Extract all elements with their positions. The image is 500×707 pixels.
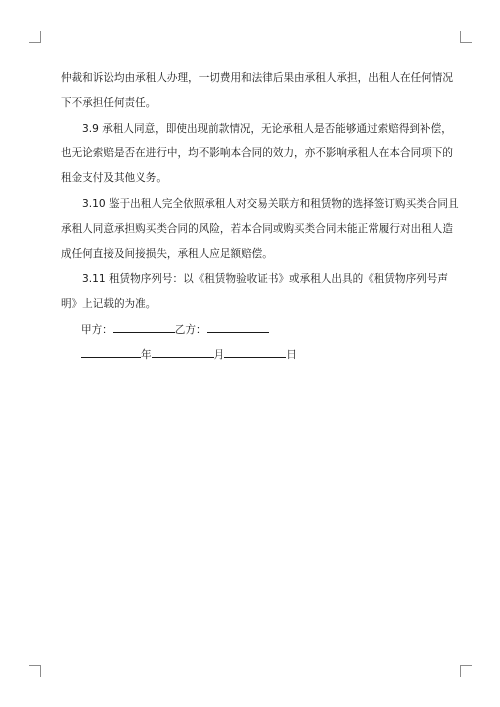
date-row xyxy=(81,344,297,365)
paragraph-line: 承租人同意承担购买类合同的风险，若本合同或购买类合同未能正常履行对出租人造 xyxy=(61,222,453,235)
party-a-label: 甲方： xyxy=(81,324,113,336)
paragraph-clause-3-9 xyxy=(61,117,457,191)
paragraph-line: 明》上记载的为准。 xyxy=(61,298,157,311)
day-blank xyxy=(224,344,286,358)
party-b-label: 乙方： xyxy=(174,324,207,336)
party-b-signature-blank xyxy=(207,319,269,333)
paragraph-line: 3.9 承租人同意，即使出现前款情况，无论承租人是否能够通过索赔得到补偿， xyxy=(82,122,452,135)
paragraph-clause-3-10 xyxy=(61,192,457,266)
paragraph-continuation xyxy=(61,66,457,116)
party-a-signature-blank xyxy=(113,319,175,333)
paragraph-clause-3-11 xyxy=(61,267,457,317)
page-corner-mark-top-left xyxy=(29,31,41,43)
day-label: 日 xyxy=(286,349,297,361)
paragraph-line: 成任何直接及间接损失，承租人应足额赔偿。 xyxy=(61,247,273,260)
paragraph-line: 3.10 鉴于出租人完全依照承租人对交易关联方和租赁物的选择签订购买类合同且 xyxy=(82,197,459,210)
page-corner-mark-bottom-left xyxy=(29,665,41,677)
page-corner-mark-bottom-right xyxy=(460,665,472,677)
year-blank xyxy=(81,344,141,358)
paragraph-line: 仲裁和诉讼均由承租人办理，一切费用和法律后果由承租人承担，出租人在任何情况 xyxy=(61,72,453,84)
paragraph-line: 3.11 租赁物序列号：以《租赁物验收证书》或承租人出具的《租赁物序列号声 xyxy=(82,273,448,286)
signature-row xyxy=(81,319,269,340)
document-body xyxy=(61,66,457,317)
paragraph-line: 也无论索赔是否在进行中，均不影响本合同的效力，亦不影响承租人在本合同项下的 xyxy=(61,147,453,160)
month-blank xyxy=(152,344,214,358)
paragraph-line: 租金支付及其他义务。 xyxy=(61,172,167,185)
year-label: 年 xyxy=(141,349,152,361)
page-corner-mark-top-right xyxy=(460,31,472,43)
month-label: 月 xyxy=(213,349,225,361)
paragraph-line: 下不承担任何责任。 xyxy=(61,96,157,109)
